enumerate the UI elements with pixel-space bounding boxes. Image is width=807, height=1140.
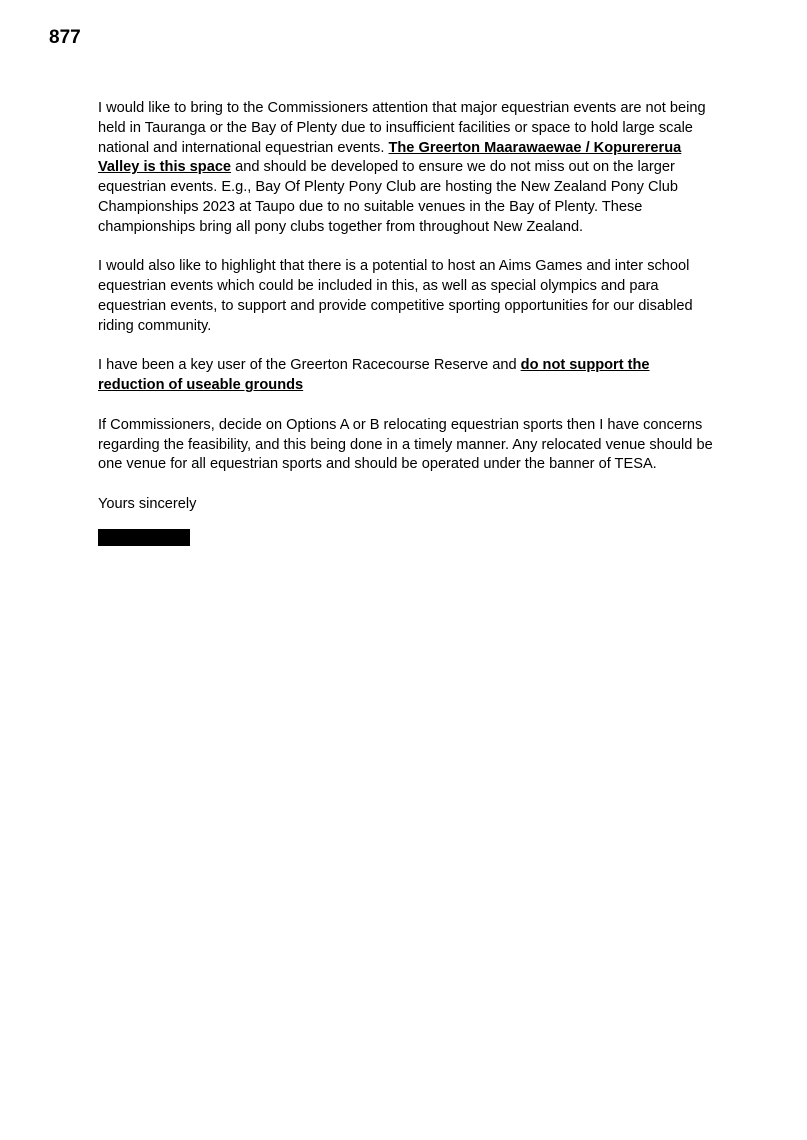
paragraph-text: I have been a key user of the Greerton Racecourse Reserve and: [98, 357, 521, 374]
paragraph-aims-games: I would also like to highlight that there is a potential to host an Aims Games and inter school equestrian events which could be included in this, as well as special olympics and para equestrian events, to support and provide competitive sporting opportunities for our disabled riding community.: [98, 258, 693, 334]
paragraph-relocation-concerns: If Commissioners, decide on Options A or B relocating equestrian sports then I have concerns regarding the feasibility, and this being done in a timely manner. Any relocated venue should be one venue for all equestrian sports and should be operated under the banner of TESA.: [98, 416, 713, 473]
emphasis-do-not-support: do not support the reduction of useable grounds: [98, 357, 650, 394]
letter-body: [98, 99, 718, 546]
emphasis-valley-space: Valley is this space: [98, 159, 232, 176]
emphasis-greerton-maarawaewae: The Greerton Maarawaewae / Kopurererua: [388, 139, 682, 156]
redacted-signature: [98, 529, 190, 546]
page-number: 877: [49, 27, 81, 48]
closing-salutation: Yours sincerely: [98, 495, 197, 512]
paragraph-equestrian-events: [98, 99, 718, 238]
paragraph-text: I would like to bring to the Commissioners attention that major equestrian events are not being held in Tauranga or the Bay of Plenty due to insufficient facilities or space to hold large scale national and international equestrian events.: [98, 100, 706, 156]
paragraph-key-user: [98, 356, 718, 396]
paragraph-text: and should be developed to ensure we do not miss out on the larger equestrian events. E.g., Bay Of Plenty Pony Club are hosting the New Zealand Pony Club Championships 2023 at Taupo due to no suitable venues in the Bay of Plenty. These championships bring all pony clubs together from throughout New Zealand.: [98, 159, 679, 235]
